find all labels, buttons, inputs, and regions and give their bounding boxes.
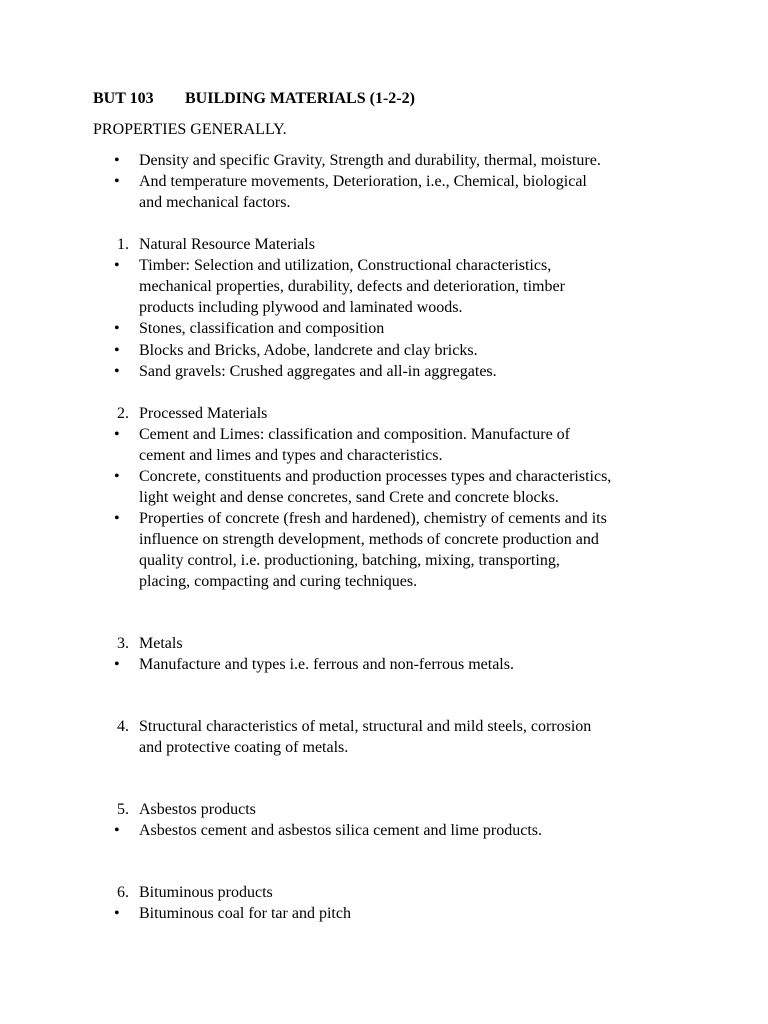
section-bullet-text: Stones, classification and composition	[139, 320, 385, 337]
section-number: 4.	[117, 718, 129, 735]
intro-bullet-text: Density and specific Gravity, Strength and durability, thermal, moisture.	[139, 152, 601, 169]
bullet-symbol: •	[114, 510, 120, 527]
bullet-symbol: •	[114, 468, 120, 485]
section-bullet-text: influence on strength development, methods of concrete production and	[139, 531, 599, 548]
section-bullet-text: Blocks and Bricks, Adobe, landcrete and clay bricks.	[139, 342, 478, 359]
intro-bullet-text: and mechanical factors.	[139, 194, 291, 211]
course-title: BUILDING MATERIALS (1-2-2)	[185, 90, 415, 107]
section-title: Structural characteristics of metal, structural and mild steels, corrosion	[139, 718, 592, 735]
bullet-symbol: •	[114, 363, 120, 380]
bullet-symbol: •	[114, 426, 120, 443]
section-title: Metals	[139, 635, 183, 652]
section-title: Natural Resource Materials	[139, 236, 315, 253]
section-number: 6.	[117, 884, 129, 901]
section-bullet-text: Timber: Selection and utilization, Constructional characteristics,	[139, 257, 552, 274]
intro-heading: PROPERTIES GENERALLY.	[93, 121, 287, 138]
section-bullet-text: Asbestos cement and asbestos silica cement and lime products.	[139, 822, 543, 839]
bullet-symbol: •	[114, 152, 120, 169]
section-title: Asbestos products	[139, 801, 256, 818]
section-number: 3.	[117, 635, 129, 652]
section-number: 1.	[117, 236, 129, 253]
intro-bullet-text: And temperature movements, Deterioration, i.e., Chemical, biological	[139, 173, 587, 190]
section-bullet-text: light weight and dense concretes, sand Crete and concrete blocks.	[139, 489, 559, 506]
section-bullet-text: products including plywood and laminated woods.	[139, 299, 463, 316]
bullet-symbol: •	[114, 905, 120, 922]
bullet-symbol: •	[114, 173, 120, 190]
bullet-symbol: •	[114, 656, 120, 673]
section-title: Bituminous products	[139, 884, 273, 901]
bullet-symbol: •	[114, 342, 120, 359]
section-bullet-text: Bituminous coal for tar and pitch	[139, 905, 351, 922]
bullet-symbol: •	[114, 822, 120, 839]
section-number: 5.	[117, 801, 129, 818]
section-bullet-text: Concrete, constituents and production processes types and characteristics,	[139, 468, 612, 485]
section-bullet-text: Cement and Limes: classification and composition. Manufacture of	[139, 426, 570, 443]
section-bullet-text: quality control, i.e. productioning, batching, mixing, transporting,	[139, 552, 560, 569]
section-bullet-text: Properties of concrete (fresh and hardened), chemistry of cements and its	[139, 510, 607, 527]
section-bullet-text: Sand gravels: Crushed aggregates and all-in aggregates.	[139, 363, 497, 380]
course-code: BUT 103	[93, 90, 154, 107]
section-number: 2.	[117, 405, 129, 422]
bullet-symbol: •	[114, 257, 120, 274]
section-bullet-text: Manufacture and types i.e. ferrous and non-ferrous metals.	[139, 656, 514, 673]
section-bullet-text: mechanical properties, durability, defects and deterioration, timber	[139, 278, 565, 295]
section-bullet-text: placing, compacting and curing techniques.	[139, 573, 418, 590]
section-bullet-text: cement and limes and types and characteristics.	[139, 447, 443, 464]
section-title: and protective coating of metals.	[139, 739, 349, 756]
bullet-symbol: •	[114, 320, 120, 337]
section-title: Processed Materials	[139, 405, 268, 422]
